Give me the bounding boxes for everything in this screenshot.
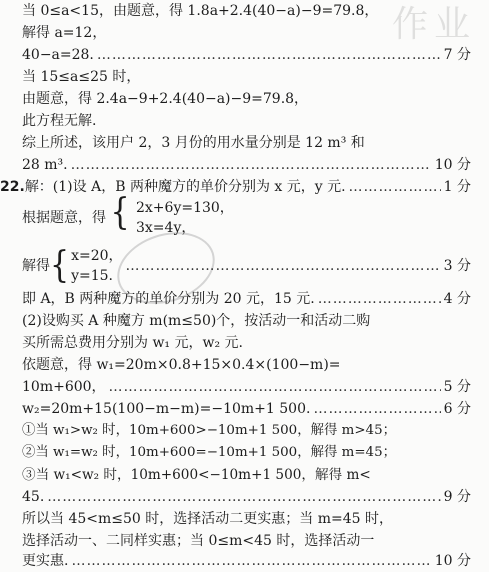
leader-dots [318,288,441,310]
score-3: 3 分 [443,258,471,274]
case-3-cont [22,486,471,508]
line-7: 综上所述，该用户 2，3 月份的用水量分别是 12 m³ 和 [22,135,365,151]
line-result [22,288,471,310]
system-2-eq-2: y=15. [71,268,113,284]
leader-dots [349,176,441,198]
leader-dots [47,486,440,508]
system-2 [71,246,122,286]
score-6: 6 分 [443,401,471,417]
watermark: 作业 [392,4,477,45]
line-part2-5-text: w₂=20m+15(100−m−m)=−10m+1 500. [22,401,311,417]
system-1-label: 根据题意，得 [22,210,106,226]
line-3-text: 40−a=28. [22,47,94,63]
q22-line-1 [0,176,471,198]
system-2-label: 解得 [22,258,50,274]
line-part2-1: (2)设购买 A 种魔方 m(m≤50)个，按活动一和活动二购 [22,313,371,329]
line-3 [22,44,471,66]
left-brace: { [50,244,70,287]
score-10a: 10 分 [434,157,471,173]
line-5: 由题意，得 2.4a−9+2.4(40−a)−9=79.8， [22,91,309,107]
line-part2-5 [22,398,471,420]
line-part2-2: 买所需总费用分别为 w₁ 元，w₂ 元. [22,335,243,351]
leader-dots [71,550,431,572]
line-8-text: 28 m³. [22,157,68,173]
system-1-eq-2: 3x=4y， [136,220,196,236]
conclusion-1: 所以当 45<m≤50 时，选择活动二更实惠；当 m=45 时， [22,511,393,527]
score-10b: 10 分 [434,553,471,569]
system-2-line [22,244,471,288]
left-brace: { [110,191,130,234]
line-2: 解得 a=12， [22,25,107,41]
line-4: 当 15≤a≤25 时， [22,69,141,85]
score-5: 5 分 [443,379,471,395]
line-1: 当 0≤a<15，由题意，得 1.8a+2.4(40−a)−9=79.8， [22,3,379,19]
leader-dots [126,255,441,277]
line-part2-4 [22,376,471,398]
leader-dots [71,154,432,176]
leader-dots [97,44,441,66]
system-1-eq-1: 2x+6y=130， [136,200,234,216]
line-8 [22,154,471,176]
system-1 [136,198,234,238]
q22-line-1-text: 解：(1)设 A，B 两种魔方的单价分别为 x 元，y 元. [24,179,346,195]
system-1-line [22,191,471,242]
score-9: 9 分 [443,489,471,505]
line-part2-4-text: 10m+600， [22,379,106,395]
score-7: 7 分 [443,47,471,63]
leader-dots [109,376,441,398]
score-4: 4 分 [443,291,471,307]
system-2-eq-1: x=20， [71,248,123,264]
conclusion-3-text: 更实惠. [22,553,69,569]
case-3: ③当 w₁<w₂ 时，10m+600<−10m+1 500，解得 m< [22,467,371,483]
question-number: 22. [0,179,25,195]
line-6: 此方程无解. [22,113,97,129]
case-1: ①当 w₁>w₂ 时，10m+600>−10m+1 500，解得 m>45； [22,423,396,438]
case-3-cont-text: 45. [22,489,45,505]
conclusion-2: 选择活动一、二同样实惠；当 0≤m<45 时，选择活动一 [22,533,375,549]
line-part2-3: 依题意，得 w₁=20m×0.8+15×0.4×(100−m)= [22,357,341,373]
case-2: ②当 w₁=w₂ 时，10m+600=−10m+1 500，解得 m=45； [22,445,396,460]
leader-dots [313,398,440,420]
score-1: 1 分 [443,179,471,195]
conclusion-3 [22,550,471,572]
line-result-text: 即 A，B 两种魔方的单价分别为 20 元，15 元. [22,291,315,307]
